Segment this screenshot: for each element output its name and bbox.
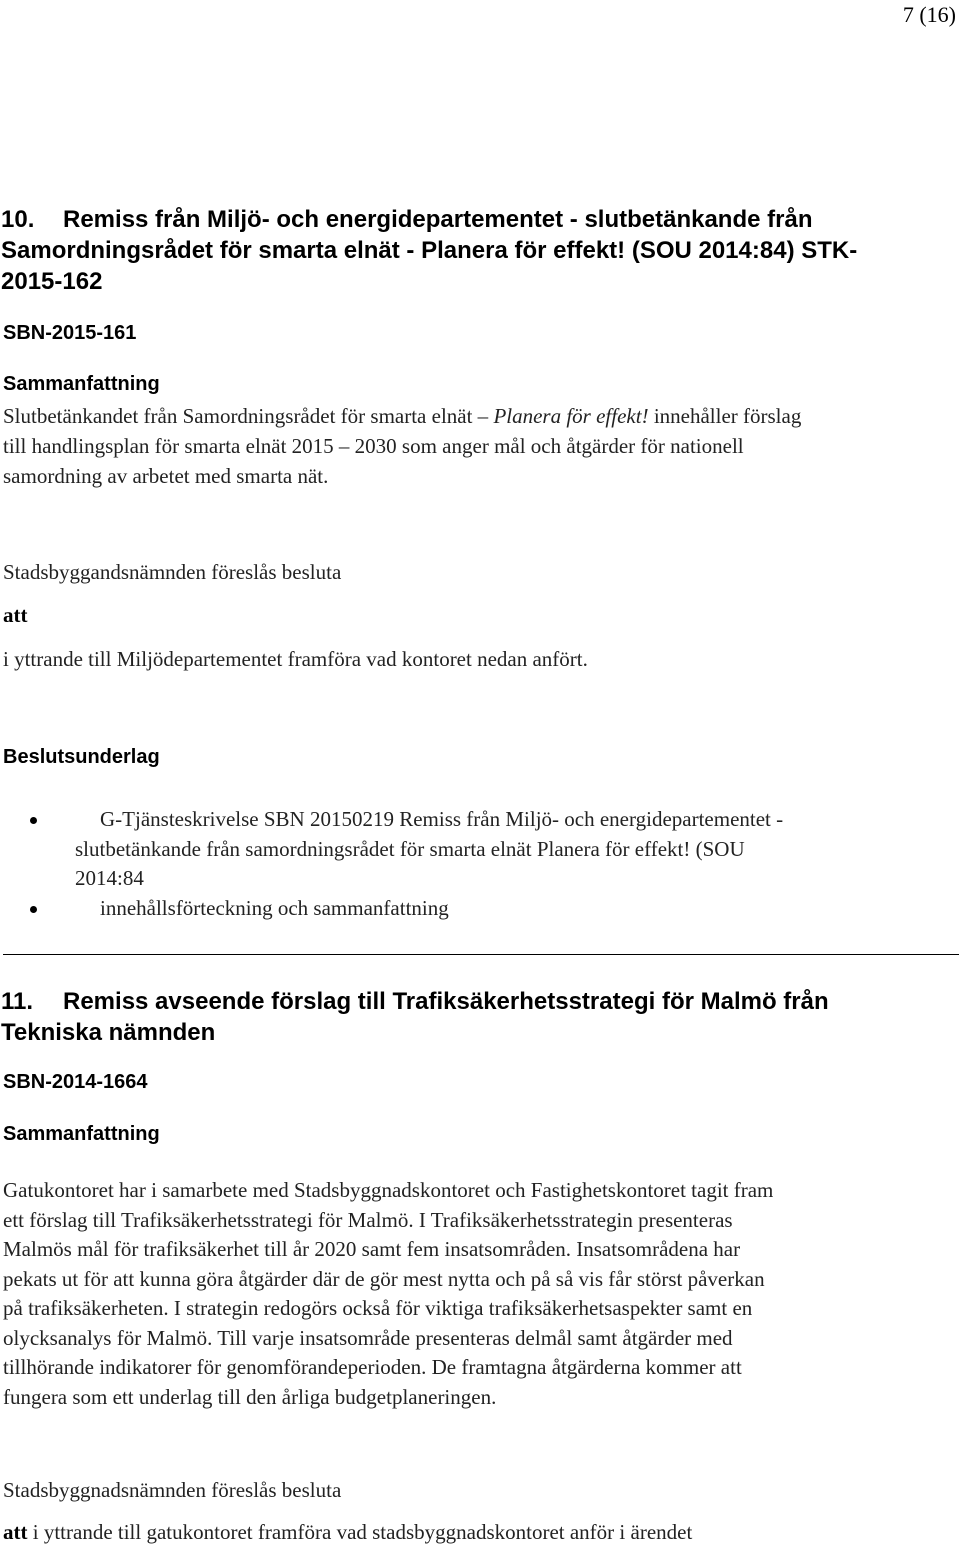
bullet-icon: [30, 817, 37, 824]
item-10-summary-line-2: till handlingsplan för smarta elnät 2015 – 2030 som anger mål och åtgärder för nationell: [3, 434, 744, 458]
item-11-summary-heading: Sammanfattning: [3, 1123, 160, 1145]
item-11-att: att: [3, 1520, 28, 1544]
item-10-title-line-2: Samordningsrådet för smarta elnät - Planera för effekt! (SOU 2014:84) STK-: [1, 237, 858, 264]
item-10-title-line-3: 2015-162: [1, 268, 103, 295]
item-11-number: 11.: [1, 988, 34, 1015]
summary-line: tillhörande indikatorer för genomförandeperioden. De framtagna åtgärderna kommer att: [3, 1355, 742, 1379]
item-11-proposal-heading: Stadsbyggnadsnämnden föreslås besluta: [3, 1478, 342, 1502]
summary-line: ett förslag till Trafiksäkerhetsstrategi för Malmö. I Trafiksäkerhetsstrategin presenteras: [3, 1208, 733, 1232]
item-10-summary-line-1: [3, 402, 801, 432]
page-number: 7 (16): [902, 2, 956, 27]
item-11-title-line-1: Remiss avseende förslag till Trafiksäkerhetsstrategi för Malmö från: [63, 988, 829, 1015]
summary-line: fungera som ett underlag till den årliga budgetplaneringen.: [3, 1385, 497, 1409]
list-item-line-1: innehållsförteckning och sammanfattning: [100, 896, 449, 920]
item-10-proposal-text: i yttrande till Miljödepartementet framföra vad kontoret nedan anfört.: [3, 647, 588, 671]
item-10-case-id: SBN-2015-161: [3, 322, 137, 344]
summary-line: på trafiksäkerheten. I strategin redogörs också för viktiga trafiksäkerhetsaspekter samt en: [3, 1296, 753, 1320]
item-11-proposal-text: i yttrande till gatukontoret framföra vad stadsbyggnadskontoret anför i ärendet: [27, 1520, 693, 1544]
item-10-att: att: [3, 603, 28, 627]
item-10-heading: [0, 204, 960, 300]
item-10-summary-heading: Sammanfattning: [3, 373, 160, 395]
item-10-summary-italic-title: Planera för effekt!: [493, 404, 649, 428]
item-11-proposal: [3, 1518, 692, 1548]
list-item-line-2: slutbetänkande från samordningsrådet för smarta elnät Planera för effekt! (SOU: [75, 837, 745, 861]
summary-line: Gatukontoret har i samarbete med Stadsbyggnadskontoret och Fastighetskontoret tagit fram: [3, 1178, 774, 1202]
item-10-summary-text-end: innehåller förslag: [648, 404, 802, 428]
summary-line: pekats ut för att kunna göra åtgärder där de gör mest nytta och på så vis får störst påverkan: [3, 1267, 765, 1291]
item-10-number: 10.: [1, 206, 35, 233]
list-item-line-3: 2014:84: [75, 866, 144, 890]
summary-line: Malmös mål för trafiksäkerhet till år 2020 samt fem insatsområden. Insatsområdena har: [3, 1237, 741, 1261]
item-11-case-id: SBN-2014-1664: [3, 1071, 148, 1093]
item-11-title-line-2: Tekniska nämnden: [1, 1019, 216, 1046]
item-10-summary-text: Slutbetänkandet från Samordningsrådet för smarta elnät –: [3, 404, 494, 428]
item-10-summary-line-3: samordning av arbetet med smarta nät.: [3, 464, 329, 488]
section-divider: [3, 954, 959, 955]
item-10-title-line-1: Remiss från Miljö- och energidepartementet - slutbetänkande från: [63, 206, 813, 233]
item-11-heading: [0, 986, 960, 1048]
summary-line: olycksanalys för Malmö. Till varje insatsområde presenteras delmål samt åtgärder med: [3, 1326, 733, 1350]
list-item-line-1: G-Tjänsteskrivelse SBN 20150219 Remiss från Miljö- och energidepartementet -: [100, 807, 784, 831]
item-10-basis-heading: Beslutsunderlag: [3, 746, 160, 768]
bullet-icon: [30, 906, 37, 913]
item-10-proposal-heading: Stadsbyggandsnämnden föreslås besluta: [3, 560, 342, 584]
